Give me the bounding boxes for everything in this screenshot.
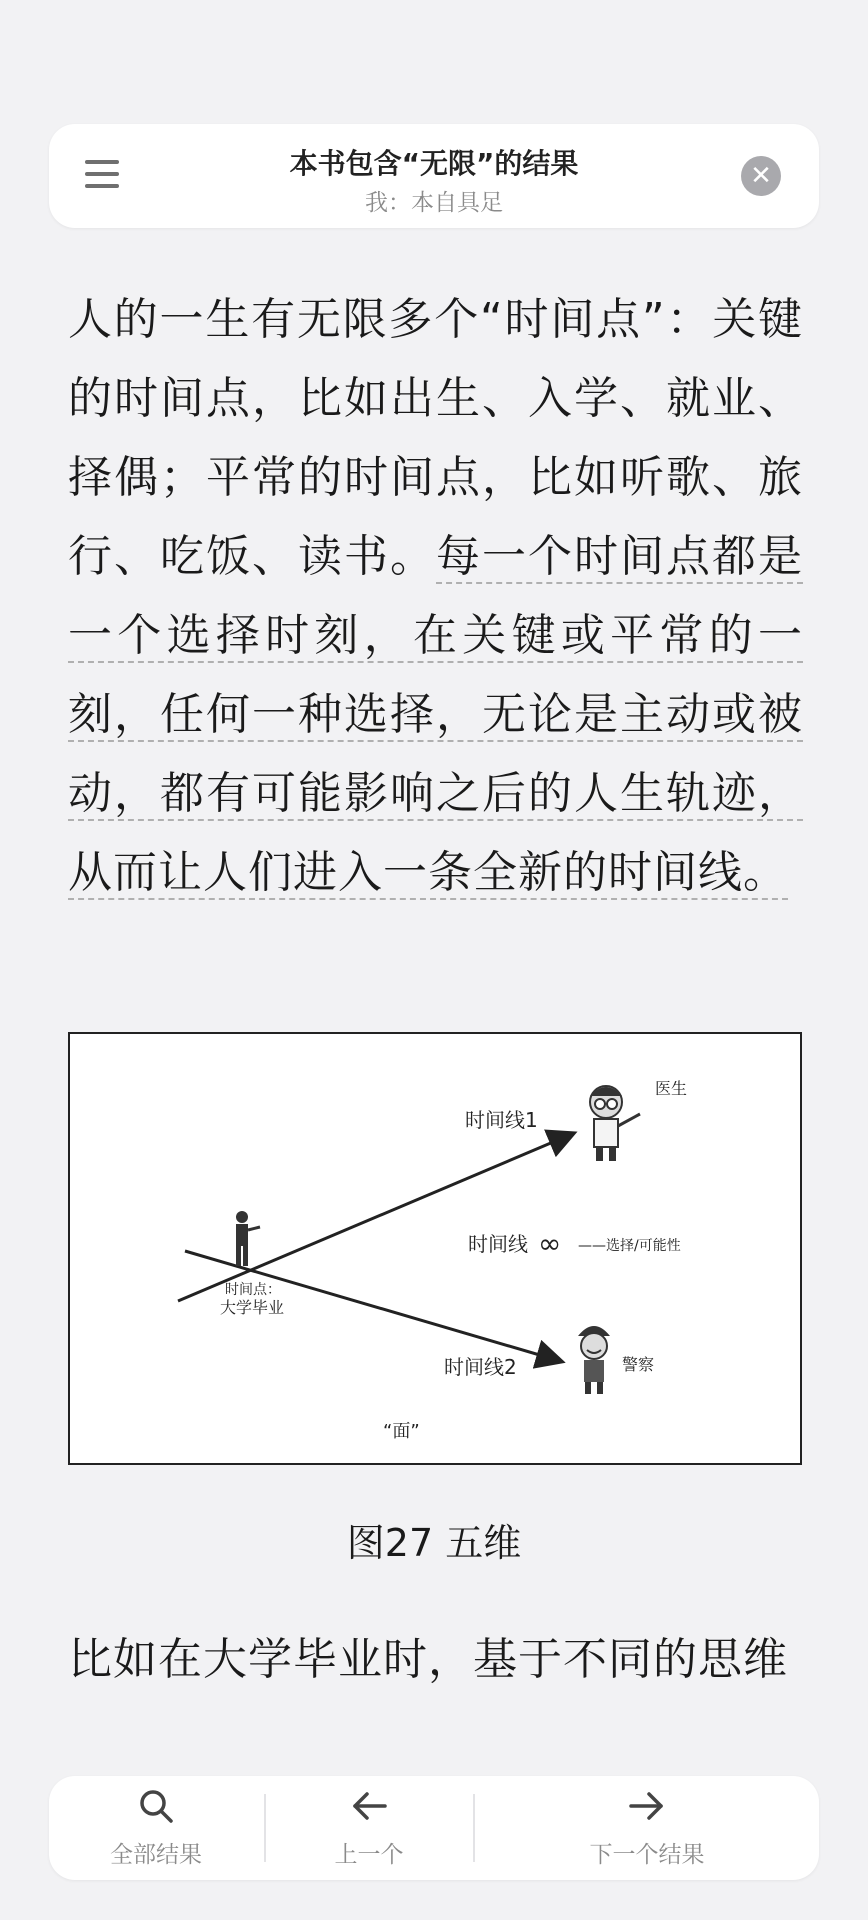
face-label: “面” — [383, 1421, 420, 1442]
police-label: 警察 — [622, 1355, 655, 1374]
timeline-inf-label: 时间线 — [468, 1232, 528, 1256]
arrow-left-icon — [349, 1786, 389, 1826]
graduation-label: 大学毕业 — [220, 1298, 285, 1317]
previous-label: 上一个 — [334, 1842, 404, 1868]
close-icon[interactable]: ✕ — [741, 156, 781, 196]
next-result-label: 下一个结果 — [589, 1842, 705, 1868]
search-results-header — [49, 124, 819, 228]
police-icon — [578, 1326, 610, 1394]
figure-caption: 图27 五维 — [346, 1521, 522, 1565]
doctor-label: 医生 — [655, 1079, 688, 1098]
paragraph-text: 人的一生有无限多个“时间点”：关键的时间点，比如出生、入学、就业、择偶；平常的时间点，比如听歌、旅行、吃饭、读书。 — [68, 294, 803, 582]
all-results-button[interactable] — [49, 1776, 263, 1880]
time-point-label: 时间点： — [225, 1282, 281, 1298]
all-results-label: 全部结果 — [110, 1842, 202, 1868]
next-result-button[interactable] — [475, 1776, 819, 1880]
highlighted-search-result[interactable]: 每一个时间点都是一个选择时刻，在关键或平常的一刻，任何一种选择，无论是主动或被动，都有可能影响之后的人生轨迹，从而让人们进入一条全新的时间线。 — [68, 531, 803, 898]
figure-five-dimensions — [68, 1032, 802, 1465]
choice-note: ——选择/可能性 — [578, 1238, 681, 1254]
arrow-right-icon — [627, 1786, 667, 1826]
doctor-icon — [590, 1086, 640, 1161]
book-paragraph — [68, 280, 803, 912]
bottom-navigation — [49, 1776, 819, 1880]
timeline1-label: 时间线1 — [465, 1108, 538, 1132]
infinity-symbol: ∞ — [538, 1227, 562, 1260]
man-figure-icon — [236, 1211, 260, 1266]
search-icon — [136, 1786, 176, 1826]
timeline2-label: 时间线2 — [444, 1355, 517, 1379]
book-paragraph-2: 比如在大学毕业时，基于不同的思维 — [68, 1634, 788, 1685]
header-subtitle: 我：本自具足 — [365, 190, 503, 216]
header-title: 本书包含“无限”的结果 — [289, 147, 579, 180]
previous-button[interactable] — [266, 1776, 472, 1880]
